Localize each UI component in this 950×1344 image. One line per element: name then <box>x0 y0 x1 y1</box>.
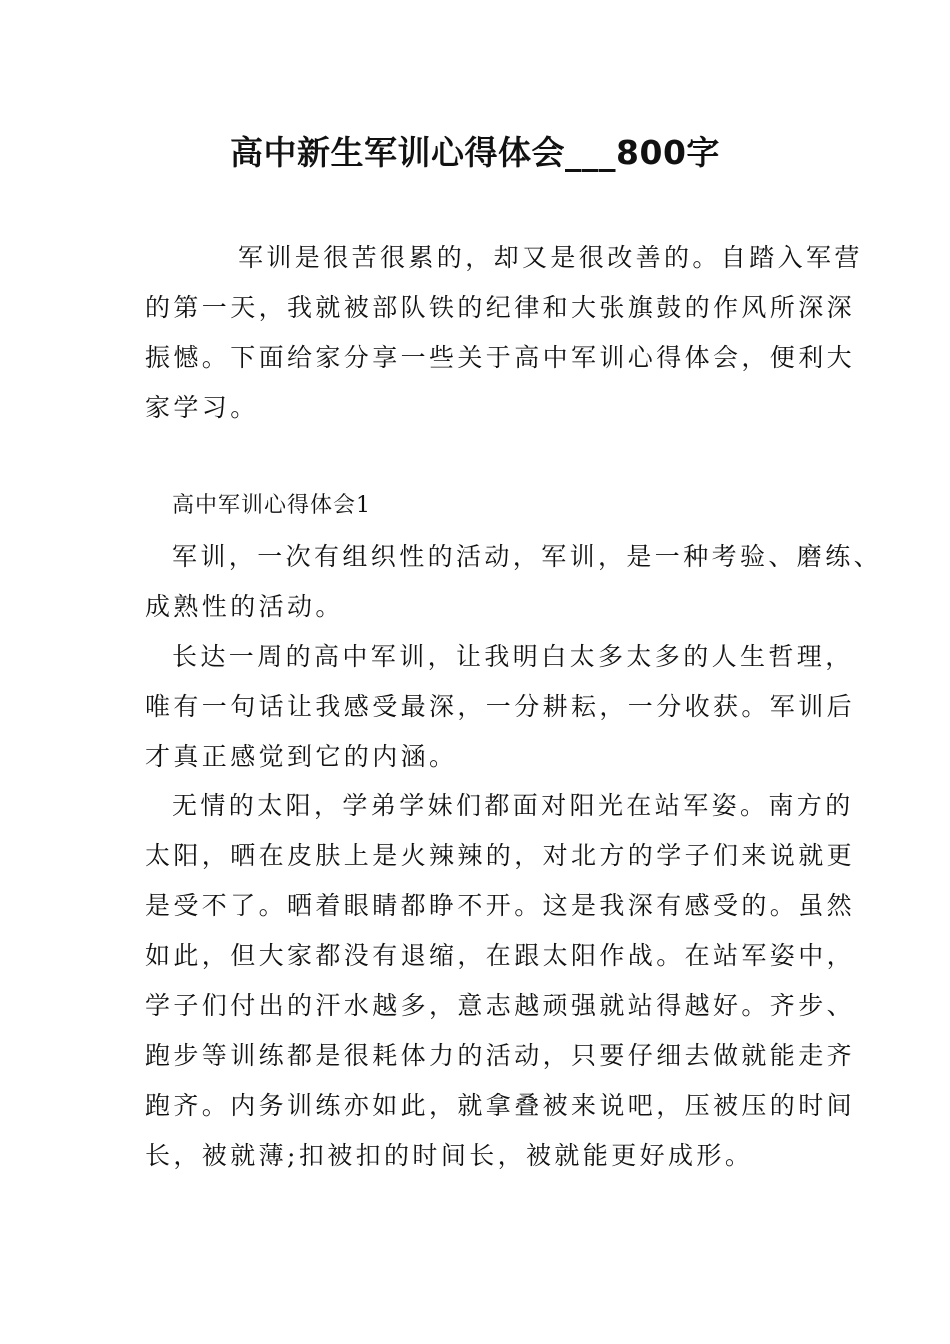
paragraph-line: 才真正感觉到它的内涵。 <box>145 742 458 771</box>
paragraph-line: 学子们付出的汗水越多，意志越顽强就站得越好。齐步、 <box>145 991 856 1020</box>
paragraph-line: 唯有一句话让我感受最深，一分耕耘，一分收获。军训后 <box>145 692 856 721</box>
paragraph-line: 跑齐。内务训练亦如此，就拿叠被来说吧，压被压的时间 <box>145 1091 856 1120</box>
intro-line: 振憾。下面给家分享一些关于高中军训心得体会，便利大 <box>145 343 856 372</box>
paragraph-line: 军训，一次有组织性的活动，军训，是一种考验、磨练、 <box>172 542 883 571</box>
paragraph-line: 如此，但大家都没有退缩，在跟太阳作战。在站军姿中， <box>145 941 856 970</box>
section-heading: 高中军训心得体会1 <box>172 493 371 518</box>
paragraph-line: 无情的太阳，学弟学妹们都面对阳光在站军姿。南方的 <box>172 791 854 820</box>
intro-line: 的第一天，我就被部队铁的纪律和大张旗鼓的作风所深深 <box>145 293 856 322</box>
paragraph-line: 长，被就薄;扣被扣的时间长，被就能更好成形。 <box>145 1141 754 1170</box>
paragraph-line: 成熟性的活动。 <box>145 592 344 621</box>
paragraph-line: 太阳，晒在皮肤上是火辣辣的，对北方的学子们来说就更 <box>145 841 856 870</box>
document-title: 高中新生军训心得体会___800字 <box>230 133 720 172</box>
intro-line: 家学习。 <box>145 393 259 422</box>
paragraph-line: 是受不了。晒着眼睛都睁不开。这是我深有感受的。虽然 <box>145 891 856 920</box>
intro-line: 军训是很苦很累的，却又是很改善的。自踏入军营 <box>238 243 863 272</box>
paragraph-line: 长达一周的高中军训，让我明白太多太多的人生哲理， <box>172 642 854 671</box>
paragraph-line: 跑步等训练都是很耗体力的活动，只要仔细去做就能走齐 <box>145 1041 856 1070</box>
